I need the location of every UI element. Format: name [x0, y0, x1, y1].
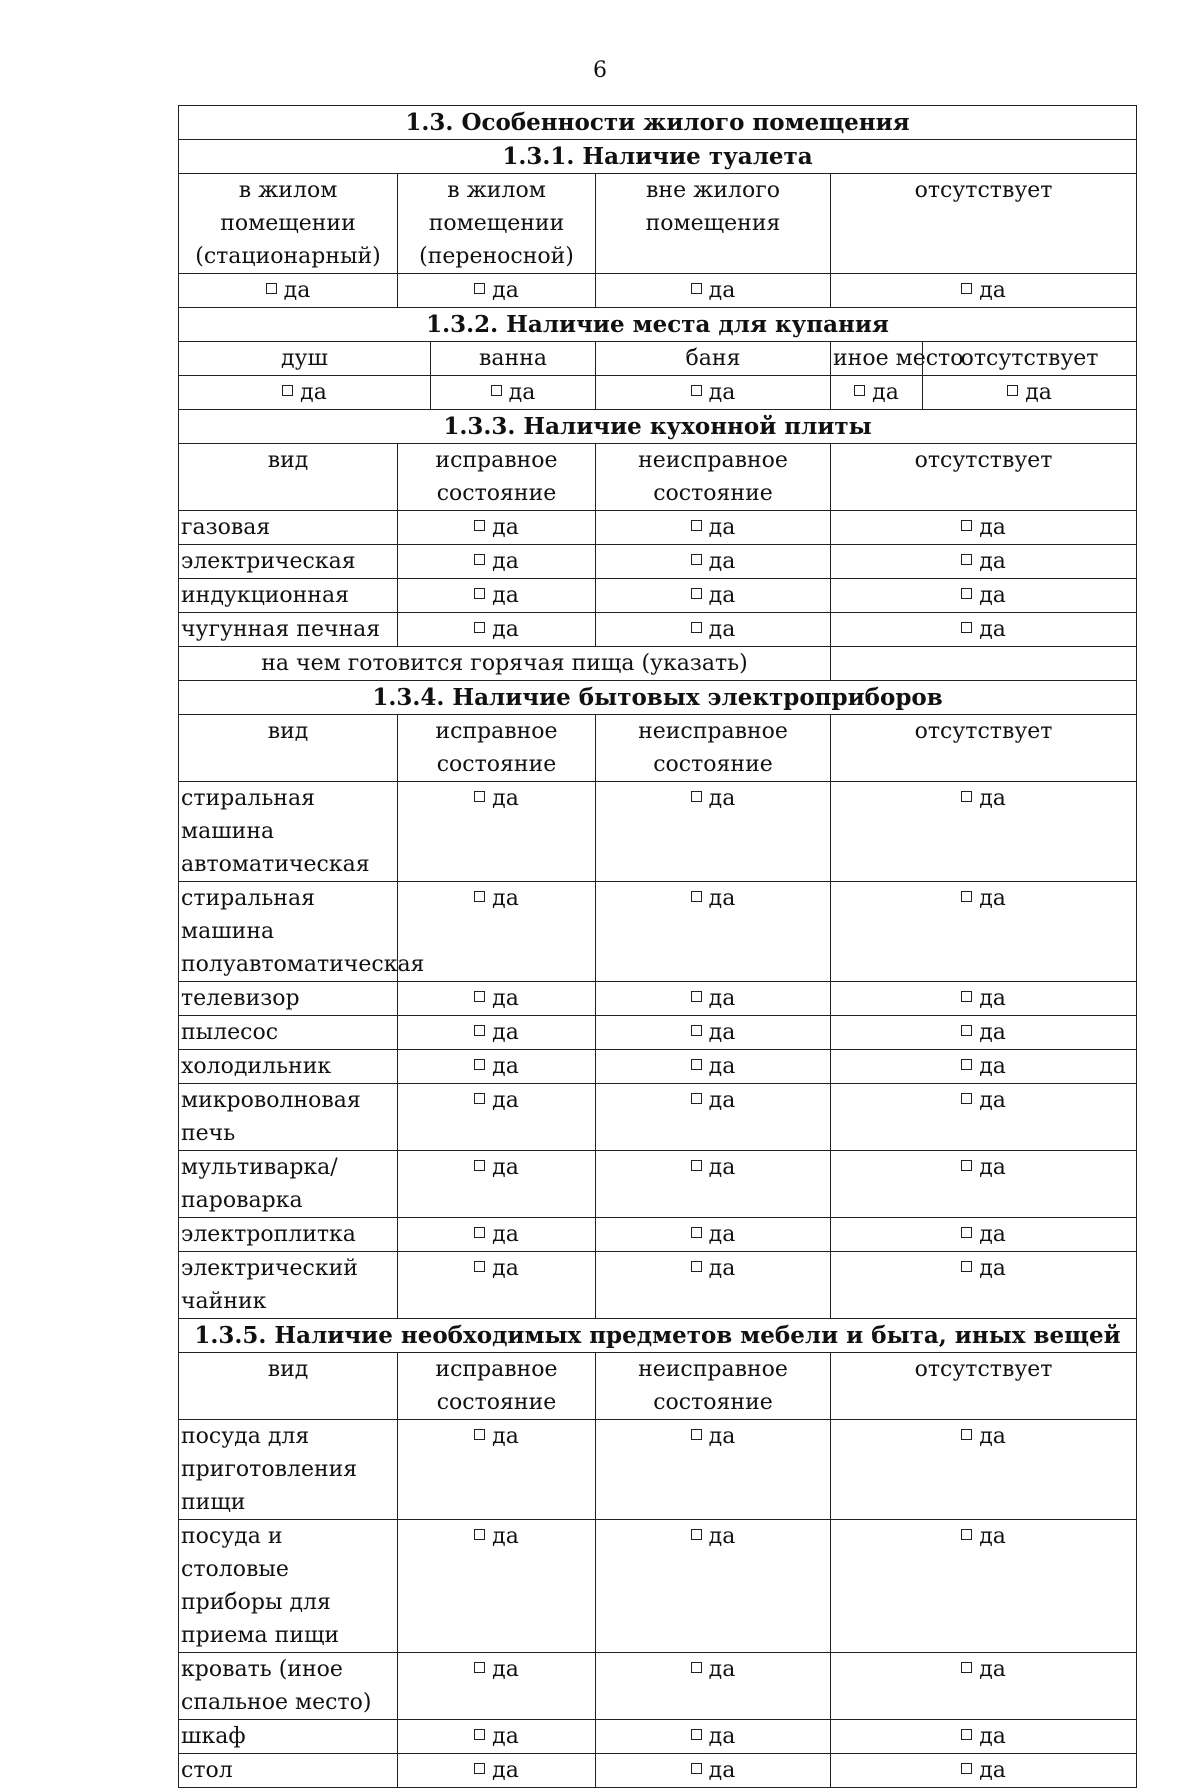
furniture-absent-yes[interactable]: да: [831, 1420, 1137, 1520]
checkbox[interactable]: [491, 385, 502, 396]
appliance-item-label: пылесос: [179, 1016, 398, 1050]
stove-broken-yes[interactable]: да: [596, 511, 831, 545]
section-title-1-3-4: 1.3.4. Наличие бытовых электроприборов: [179, 681, 1137, 715]
checkbox[interactable]: [474, 1763, 485, 1774]
checkbox[interactable]: [691, 1763, 702, 1774]
checkbox[interactable]: [474, 991, 485, 1002]
furniture-working-yes[interactable]: да: [398, 1520, 596, 1653]
appliance-header-type: вид: [179, 715, 398, 782]
appliance-absent-yes[interactable]: да: [831, 882, 1137, 982]
bathing-bath-yes[interactable]: да: [431, 376, 596, 410]
appliance-working-yes[interactable]: да: [398, 1218, 596, 1252]
checkbox[interactable]: [474, 622, 485, 633]
checkbox[interactable]: [474, 791, 485, 802]
stove-absent-yes[interactable]: да: [831, 511, 1137, 545]
checkbox[interactable]: [961, 1729, 972, 1740]
checkbox[interactable]: [691, 588, 702, 599]
checkbox[interactable]: [282, 385, 293, 396]
appliance-broken-yes[interactable]: да: [596, 882, 831, 982]
appliance-broken-yes[interactable]: да: [596, 1050, 831, 1084]
appliance-working-yes[interactable]: да: [398, 882, 596, 982]
appliance-header-working: исправное состояние: [398, 715, 596, 782]
checkbox[interactable]: [691, 1227, 702, 1238]
appliance-broken-yes[interactable]: да: [596, 1218, 831, 1252]
appliance-broken-yes[interactable]: да: [596, 1151, 831, 1218]
furniture-broken-yes[interactable]: да: [596, 1520, 831, 1653]
stove-absent-yes[interactable]: да: [831, 613, 1137, 647]
appliance-working-yes[interactable]: да: [398, 1050, 596, 1084]
appliance-working-yes[interactable]: да: [398, 982, 596, 1016]
checkbox[interactable]: [474, 1093, 485, 1104]
checkbox[interactable]: [474, 1662, 485, 1673]
checkbox[interactable]: [691, 1662, 702, 1673]
stove-absent-yes[interactable]: да: [831, 579, 1137, 613]
checkbox[interactable]: [691, 622, 702, 633]
checkbox[interactable]: [961, 588, 972, 599]
toilet-header-absent: отсутствует: [831, 174, 1137, 274]
furniture-item-label: посуда и столовые приборы для приема пищи: [179, 1520, 398, 1653]
section-title-1-3-1: 1.3.1. Наличие туалета: [179, 140, 1137, 174]
toilet-absent-yes[interactable]: да: [831, 274, 1137, 308]
checkbox[interactable]: [961, 520, 972, 531]
appliance-broken-yes[interactable]: да: [596, 782, 831, 882]
appliance-working-yes[interactable]: да: [398, 1252, 596, 1319]
appliance-broken-yes[interactable]: да: [596, 1016, 831, 1050]
furniture-broken-yes[interactable]: да: [596, 1420, 831, 1520]
appliance-working-yes[interactable]: да: [398, 782, 596, 882]
bathing-other-yes[interactable]: да: [831, 376, 923, 410]
checkbox[interactable]: [961, 1261, 972, 1272]
stove-broken-yes[interactable]: да: [596, 613, 831, 647]
checkbox[interactable]: [961, 1059, 972, 1070]
furniture-working-yes[interactable]: да: [398, 1754, 596, 1788]
furniture-header-absent: отсутствует: [831, 1353, 1137, 1420]
appliance-item-label: электрический чайник: [179, 1252, 398, 1319]
stove-header-broken: неисправное состояние: [596, 444, 831, 511]
bathing-header-shower: душ: [179, 342, 431, 376]
appliance-item-label: мультиварка/ пароварка: [179, 1151, 398, 1218]
furniture-item-label: стол: [179, 1754, 398, 1788]
section-title-1-3: 1.3. Особенности жилого помещения: [179, 106, 1137, 140]
appliance-absent-yes[interactable]: да: [831, 1016, 1137, 1050]
appliance-broken-yes[interactable]: да: [596, 1084, 831, 1151]
furniture-header-type: вид: [179, 1353, 398, 1420]
furniture-absent-yes[interactable]: да: [831, 1754, 1137, 1788]
furniture-absent-yes[interactable]: да: [831, 1720, 1137, 1754]
checkbox[interactable]: [961, 622, 972, 633]
furniture-header-broken: неисправное состояние: [596, 1353, 831, 1420]
stove-absent-yes[interactable]: да: [831, 545, 1137, 579]
checkbox[interactable]: [474, 588, 485, 599]
checkbox[interactable]: [474, 283, 485, 294]
stove-working-yes[interactable]: да: [398, 511, 596, 545]
checkbox[interactable]: [474, 1729, 485, 1740]
checkbox[interactable]: [961, 554, 972, 565]
housing-features-table: [178, 105, 1137, 1788]
checkbox[interactable]: [854, 385, 865, 396]
appliance-item-label: стиральная машина автоматическая: [179, 782, 398, 882]
furniture-header-working: исправное состояние: [398, 1353, 596, 1420]
stove-broken-yes[interactable]: да: [596, 545, 831, 579]
toilet-stationary-yes[interactable]: да: [179, 274, 398, 308]
furniture-broken-yes[interactable]: да: [596, 1653, 831, 1720]
checkbox[interactable]: [474, 520, 485, 531]
checkbox[interactable]: [691, 1160, 702, 1171]
checkbox[interactable]: [474, 1429, 485, 1440]
checkbox[interactable]: [691, 891, 702, 902]
stove-working-yes[interactable]: да: [398, 579, 596, 613]
checkbox[interactable]: [474, 1261, 485, 1272]
stove-header-type: вид: [179, 444, 398, 511]
appliance-item-label: микроволновая печь: [179, 1084, 398, 1151]
checkbox[interactable]: [474, 1059, 485, 1070]
bathing-header-other: иное место: [831, 342, 923, 376]
stove-working-yes[interactable]: да: [398, 613, 596, 647]
appliance-working-yes[interactable]: да: [398, 1016, 596, 1050]
checkbox[interactable]: [691, 991, 702, 1002]
appliance-working-yes[interactable]: да: [398, 1084, 596, 1151]
checkbox[interactable]: [691, 791, 702, 802]
checkbox[interactable]: [691, 1025, 702, 1036]
checkbox[interactable]: [691, 1729, 702, 1740]
bathing-shower-yes[interactable]: да: [179, 376, 431, 410]
checkbox[interactable]: [961, 1429, 972, 1440]
bathing-absent-yes[interactable]: да: [923, 376, 1137, 410]
hot-food-label: на чем готовится горячая пища (указать): [179, 647, 831, 681]
appliance-absent-yes[interactable]: да: [831, 782, 1137, 882]
stove-header-working: исправное состояние: [398, 444, 596, 511]
checkbox[interactable]: [961, 1529, 972, 1540]
checkbox[interactable]: [474, 554, 485, 565]
furniture-working-yes[interactable]: да: [398, 1653, 596, 1720]
appliance-absent-yes[interactable]: да: [831, 1218, 1137, 1252]
bathing-header-bath: ванна: [431, 342, 596, 376]
toilet-portable-yes[interactable]: да: [398, 274, 596, 308]
appliance-absent-yes[interactable]: да: [831, 1252, 1137, 1319]
appliance-absent-yes[interactable]: да: [831, 1151, 1137, 1218]
checkbox[interactable]: [961, 1662, 972, 1673]
section-title-1-3-5: 1.3.5. Наличие необходимых предметов мебели и быта, иных вещей: [179, 1319, 1137, 1353]
checkbox[interactable]: [961, 991, 972, 1002]
checkbox[interactable]: [691, 1093, 702, 1104]
checkbox[interactable]: [474, 1025, 485, 1036]
appliance-broken-yes[interactable]: да: [596, 1252, 831, 1319]
stove-item-label: индукционная: [179, 579, 398, 613]
toilet-outside-yes[interactable]: да: [596, 274, 831, 308]
checkbox[interactable]: [961, 891, 972, 902]
checkbox[interactable]: [691, 1429, 702, 1440]
page-number: 6: [593, 58, 607, 83]
appliance-item-label: телевизор: [179, 982, 398, 1016]
furniture-working-yes[interactable]: да: [398, 1720, 596, 1754]
checkbox[interactable]: [691, 1529, 702, 1540]
checkbox[interactable]: [961, 791, 972, 802]
checkbox[interactable]: [691, 385, 702, 396]
appliance-header-absent: отсутствует: [831, 715, 1137, 782]
stove-broken-yes[interactable]: да: [596, 579, 831, 613]
section-title-1-3-3: 1.3.3. Наличие кухонной плиты: [179, 410, 1137, 444]
toilet-header-portable: в жилом помещении (переносной): [398, 174, 596, 274]
checkbox[interactable]: [691, 520, 702, 531]
appliance-item-label: холодильник: [179, 1050, 398, 1084]
appliance-broken-yes[interactable]: да: [596, 982, 831, 1016]
furniture-item-label: кровать (иное спальное место): [179, 1653, 398, 1720]
appliance-absent-yes[interactable]: да: [831, 982, 1137, 1016]
checkbox[interactable]: [961, 1160, 972, 1171]
checkbox[interactable]: [961, 1763, 972, 1774]
furniture-item-label: шкаф: [179, 1720, 398, 1754]
checkbox[interactable]: [691, 554, 702, 565]
stove-item-label: чугунная печная: [179, 613, 398, 647]
checkbox[interactable]: [961, 1227, 972, 1238]
checkbox[interactable]: [266, 283, 277, 294]
furniture-absent-yes[interactable]: да: [831, 1653, 1137, 1720]
checkbox[interactable]: [691, 1059, 702, 1070]
furniture-broken-yes[interactable]: да: [596, 1754, 831, 1788]
checkbox[interactable]: [691, 1261, 702, 1272]
checkbox[interactable]: [1007, 385, 1018, 396]
checkbox[interactable]: [474, 1227, 485, 1238]
furniture-absent-yes[interactable]: да: [831, 1520, 1137, 1653]
toilet-header-outside: вне жилого помещения: [596, 174, 831, 274]
appliance-working-yes[interactable]: да: [398, 1151, 596, 1218]
checkbox[interactable]: [691, 283, 702, 294]
checkbox[interactable]: [474, 1160, 485, 1171]
checkbox[interactable]: [474, 1529, 485, 1540]
bathing-sauna-yes[interactable]: да: [596, 376, 831, 410]
appliance-item-label: стиральная машина полуавтоматическая: [179, 882, 398, 982]
checkbox[interactable]: [961, 283, 972, 294]
stove-item-label: электрическая: [179, 545, 398, 579]
bathing-header-absent: отсутствует: [923, 342, 1137, 376]
appliance-absent-yes[interactable]: да: [831, 1084, 1137, 1151]
checkbox[interactable]: [474, 891, 485, 902]
checkbox[interactable]: [961, 1025, 972, 1036]
toilet-header-stationary: в жилом помещении (стационарный): [179, 174, 398, 274]
appliance-item-label: электроплитка: [179, 1218, 398, 1252]
section-title-1-3-2: 1.3.2. Наличие места для купания: [179, 308, 1137, 342]
checkbox[interactable]: [961, 1093, 972, 1104]
appliance-header-broken: неисправное состояние: [596, 715, 831, 782]
stove-item-label: газовая: [179, 511, 398, 545]
stove-working-yes[interactable]: да: [398, 545, 596, 579]
furniture-item-label: посуда для приготовления пищи: [179, 1420, 398, 1520]
furniture-broken-yes[interactable]: да: [596, 1720, 831, 1754]
hot-food-field[interactable]: [831, 647, 1137, 681]
furniture-working-yes[interactable]: да: [398, 1420, 596, 1520]
appliance-absent-yes[interactable]: да: [831, 1050, 1137, 1084]
stove-header-absent: отсутствует: [831, 444, 1137, 511]
bathing-header-sauna: баня: [596, 342, 831, 376]
